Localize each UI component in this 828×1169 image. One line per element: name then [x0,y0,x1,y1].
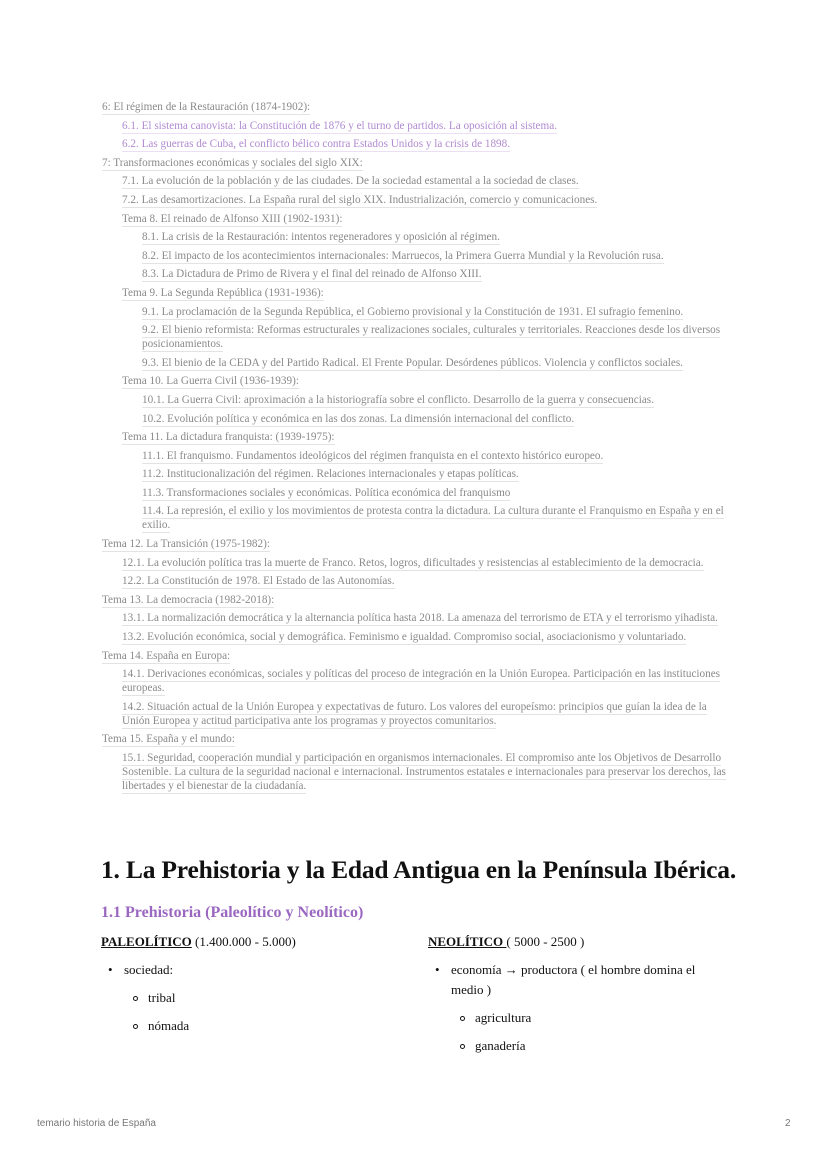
list-item: ganadería [428,1036,728,1056]
toc-item[interactable] [102,630,732,644]
toc-item[interactable] [102,286,732,300]
toc-link[interactable]: 7: Transformaciones económicas y sociales del siglo XIX: [102,156,363,169]
toc-item[interactable] [102,412,732,426]
toc-link[interactable]: 15.1. Seguridad, cooperación mundial y participación en organismos internacionales. El compromiso ante los Objetivos de Desarrollo Sostenible. La cultura de la seguridad nacional e internacional. Instrumentos estatales e internacionales para preservar los derechos, las libertades y el bienestar de la ciudadanía. [122,752,726,792]
toc-item[interactable] [102,574,732,588]
toc-link[interactable]: 8.3. La Dictadura de Primo de Rivera y el final del reinado de Alfonso XIII. [142,268,482,281]
list-item: nómada [101,1016,401,1036]
footer-page-number: 2 [785,1118,791,1129]
toc-item[interactable] [102,249,732,263]
toc-item[interactable] [102,667,732,695]
toc-item[interactable] [102,504,732,532]
toc-item[interactable] [102,100,732,114]
toc-link[interactable]: Tema 11. La dictadura franquista: (1939-1975): [122,431,335,444]
toc-item[interactable] [102,556,732,570]
list-item: • sociedad: [101,960,401,980]
toc-link[interactable]: 6.2. Las guerras de Cuba, el conflicto bélico contra Estados Unidos y la crisis de 1898. [122,138,511,151]
toc-link[interactable]: 7.1. La evolución de la población y de las ciudades. De la sociedad estamental a la sociedad de clases. [122,175,579,188]
toc-item[interactable] [102,156,732,170]
table-of-contents [102,100,732,798]
toc-link[interactable]: 7.2. Las desamortizaciones. La España rural del siglo XIX. Industrialización, comercio y comunicaciones. [122,193,598,206]
toc-link[interactable]: 11.1. El franquismo. Fundamentos ideológicos del régimen franquista en el contexto histórico europeo. [142,449,604,462]
toc-link[interactable]: 9.1. La proclamación de la Segunda República, el Gobierno provisional y la Constitución de 1931. El sufragio femenino. [142,305,684,318]
period-heading [428,932,728,952]
neolitico-column [428,932,728,1056]
subsection-title: 1.1 Prehistoria (Paleolítico y Neolítico) [101,904,364,921]
toc-item[interactable] [102,649,732,663]
toc-link[interactable]: 9.3. El bienio de la CEDA y del Partido Radical. El Frente Popular. Desórdenes públicos. Violencia y conflictos sociales. [142,356,683,369]
toc-item[interactable] [102,193,732,207]
toc-link[interactable]: 6.1. El sistema canovista: la Constitución de 1876 y el turno de partidos. La oposición al sistema. [122,119,557,132]
list-item: agricultura [428,1008,728,1028]
toc-item[interactable] [102,537,732,551]
footer-document-title: temario historia de España [37,1118,156,1129]
toc-item[interactable] [102,230,732,244]
period-name: PALEOLÍTICO [101,934,192,949]
toc-link[interactable]: 14.2. Situación actual de la Unión Europea y expectativas de futuro. Los valores del europeísmo: principios que guían la idea de la Unión Europea y actitud participativa ante los programas y proyectos comunitarios. [122,700,707,727]
toc-item[interactable] [102,430,732,444]
toc-item[interactable] [102,393,732,407]
toc-item[interactable] [102,305,732,319]
toc-link[interactable]: 11.4. La represión, el exilio y los movimientos de protesta contra la dictadura. La cultura durante el Franquismo en España y en el exilio. [142,505,724,532]
toc-link[interactable]: 10.1. La Guerra Civil: aproximación a la historiografía sobre el conflicto. Desarrollo de la guerra y consecuencias. [142,393,654,406]
toc-item[interactable] [102,700,732,728]
toc-link[interactable]: Tema 12. La Transición (1975-1982): [102,538,270,551]
toc-item[interactable] [102,356,732,370]
toc-item[interactable] [102,611,732,625]
toc-link[interactable]: 11.3. Transformaciones sociales y económicas. Política económica del franquismo [142,486,511,499]
toc-link[interactable]: 11.2. Institucionalización del régimen. Relaciones internacionales y etapas políticas. [142,468,519,481]
toc-link[interactable]: Tema 9. La Segunda República (1931-1936): [122,286,324,299]
period-heading [101,932,401,952]
toc-item[interactable] [102,119,732,133]
list-item: tribal [101,988,401,1008]
toc-item[interactable] [102,449,732,463]
toc-link[interactable]: 13.2. Evolución económica, social y demográfica. Feminismo e igualdad. Compromiso social, asociacionismo y voluntariado. [122,631,687,644]
toc-item[interactable] [102,486,732,500]
toc-link[interactable]: Tema 8. El reinado de Alfonso XIII (1902-1931): [122,212,343,225]
toc-link[interactable]: 14.1. Derivaciones económicas, sociales y políticas del proceso de integración en la Unión Europea. Participación en las instituciones europeas. [122,668,721,695]
list-item: • economía → productora ( el hombre domina el medio ) [428,960,728,1000]
toc-link[interactable]: 9.2. El bienio reformista: Reformas estructurales y realizaciones sociales, culturales y territoriales. Reacciones desde los diversos posicionamientos. [142,324,721,351]
bullet-list [428,960,728,1056]
toc-item[interactable] [102,174,732,188]
toc-link[interactable]: 8.1. La crisis de la Restauración: intentos regeneradores y oposición al régimen. [142,231,500,244]
toc-link[interactable]: 8.2. El impacto de los acontecimientos internacionales: Marruecos, la Primera Guerra Mundial y la Revolución rusa. [142,249,664,262]
toc-link[interactable]: 6: El régimen de la Restauración (1874-1902): [102,101,311,113]
toc-item[interactable] [102,732,732,746]
toc-link[interactable]: 10.2. Evolución política y económica en las dos zonas. La dimensión internacional del conflicto. [142,412,575,425]
toc-link[interactable]: Tema 15. España y el mundo: [102,733,235,746]
toc-item[interactable] [102,267,732,281]
toc-item[interactable] [102,467,732,481]
toc-item[interactable] [102,323,732,351]
toc-link[interactable]: Tema 10. La Guerra Civil (1936-1939): [122,375,299,388]
toc-item[interactable] [102,212,732,226]
period-name: NEOLÍTICO [428,934,507,949]
period-range: ( 5000 - 2500 ) [506,934,585,949]
period-range: (1.400.000 - 5.000) [191,934,296,949]
toc-item[interactable] [102,593,732,607]
section-title: 1. La Prehistoria y la Edad Antigua en la Península Ibérica. [101,855,737,884]
toc-item[interactable] [102,137,732,151]
toc-link[interactable]: 12.1. La evolución política tras la muerte de Franco. Retos, logros, dificultades y resistencias al establecimiento de la democracia. [122,556,704,569]
paleolitico-column [101,932,401,1036]
toc-link[interactable]: Tema 13. La democracia (1982-2018): [102,593,275,606]
bullet-list [101,960,401,1036]
toc-link[interactable]: 12.2. La Constitución de 1978. El Estado de las Autonomías. [122,575,395,588]
toc-item[interactable] [102,374,732,388]
toc-link[interactable]: Tema 14. España en Europa: [102,649,231,662]
toc-item[interactable] [102,751,732,793]
toc-link[interactable]: 13.1. La normalización democrática y la alternancia política hasta 2018. La amenaza del terrorismo de ETA y el terrorismo yihadista. [122,612,718,625]
